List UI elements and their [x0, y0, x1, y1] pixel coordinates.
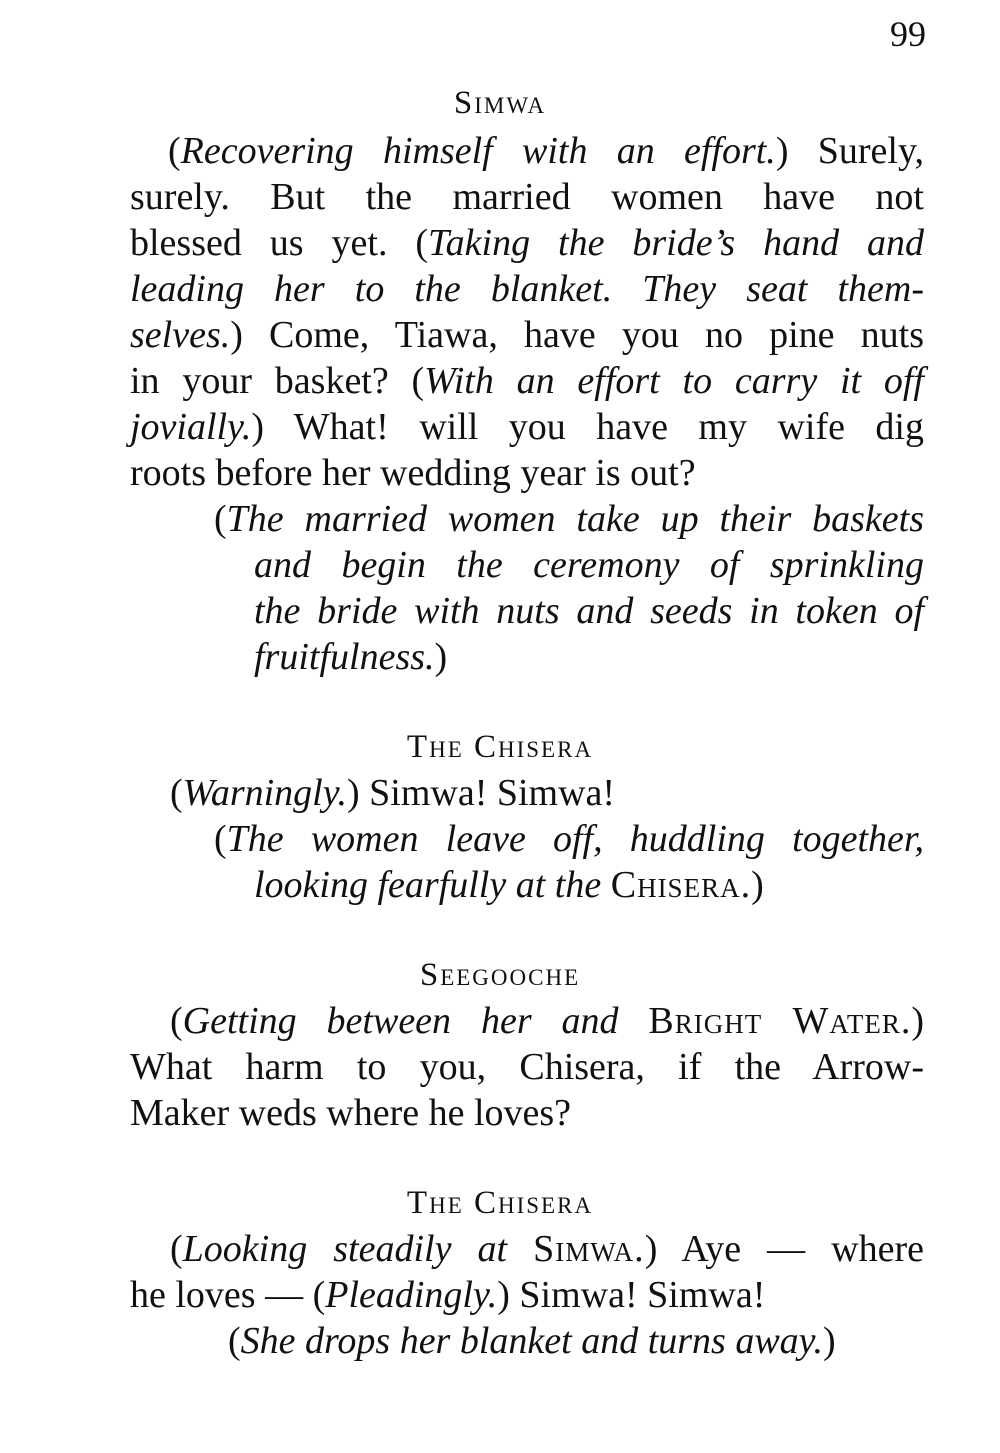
- stage-direction-line: the bride with nuts and seeds in token of: [254, 590, 924, 632]
- stage-direction: Looking steadily at: [182, 1228, 534, 1270]
- stage-direction-line: and begin the ceremony of sprinkling: [254, 544, 924, 586]
- stage-direction: Pleadingly.: [325, 1274, 498, 1316]
- stage-direction: jovially.: [130, 406, 252, 448]
- stage-direction-line: fruitfulness.): [254, 636, 448, 678]
- stage-direction: selves.: [130, 314, 231, 356]
- dialogue-line: selves.) Come, Tiawa, have you no pine nuts: [130, 314, 924, 356]
- speaker-name-seegooche: Seegooche: [419, 957, 581, 993]
- stage-direction: Taking the bride’s hand and: [428, 222, 925, 264]
- dialogue-line: Maker weds where he loves?: [130, 1092, 572, 1134]
- speaker-name-the-chisera: The Chisera: [406, 1185, 594, 1221]
- stage-direction-line: (The married women take up their baskets: [214, 498, 924, 540]
- stage-direction: Warningly.: [182, 772, 347, 814]
- dialogue-line: (Recovering himself with an effort.) Surely,: [168, 130, 924, 172]
- dialogue-line: (Looking steadily at Simwa.) Aye — where: [170, 1228, 924, 1270]
- stage-direction: Recovering himself with an effort.: [180, 130, 776, 172]
- dialogue-line: [130, 266, 924, 312]
- dialogue-line: he loves — (Pleadingly.) Simwa! Simwa!: [130, 1274, 766, 1316]
- page-number: 99: [890, 14, 926, 54]
- dialogue-line: jovially.) What! will you have my wife dig: [130, 406, 924, 448]
- dialogue-line: What harm to you, Chisera, if the Arrow-: [130, 1046, 924, 1088]
- speaker-name-the-chisera: The Chisera: [406, 729, 594, 765]
- dialogue-line: in your basket? (With an effort to carry it off: [130, 360, 924, 402]
- stage-direction: Getting between her and: [182, 1000, 649, 1042]
- dialogue-line: (Warningly.) Simwa! Simwa!: [170, 772, 616, 814]
- stage-direction: With an effort to carry it off: [424, 360, 924, 402]
- speaker-name-simwa: Simwa: [453, 85, 547, 121]
- stage-direction: leading her to the blanket. They seat them-: [130, 268, 924, 310]
- stage-direction-line: looking fearfully at the Chisera.): [254, 864, 764, 906]
- dialogue-line: surely. But the married women have not: [130, 176, 924, 218]
- dialogue-line: blessed us yet. (Taking the bride’s hand and: [130, 222, 925, 264]
- stage-direction-line: (She drops her blanket and turns away.): [228, 1320, 836, 1362]
- dialogue-line: roots before her wedding year is out?: [130, 452, 696, 494]
- stage-direction-line: (The women leave off, huddling together,: [214, 818, 924, 860]
- dialogue-line: (Getting between her and Bright Water.): [170, 1000, 924, 1042]
